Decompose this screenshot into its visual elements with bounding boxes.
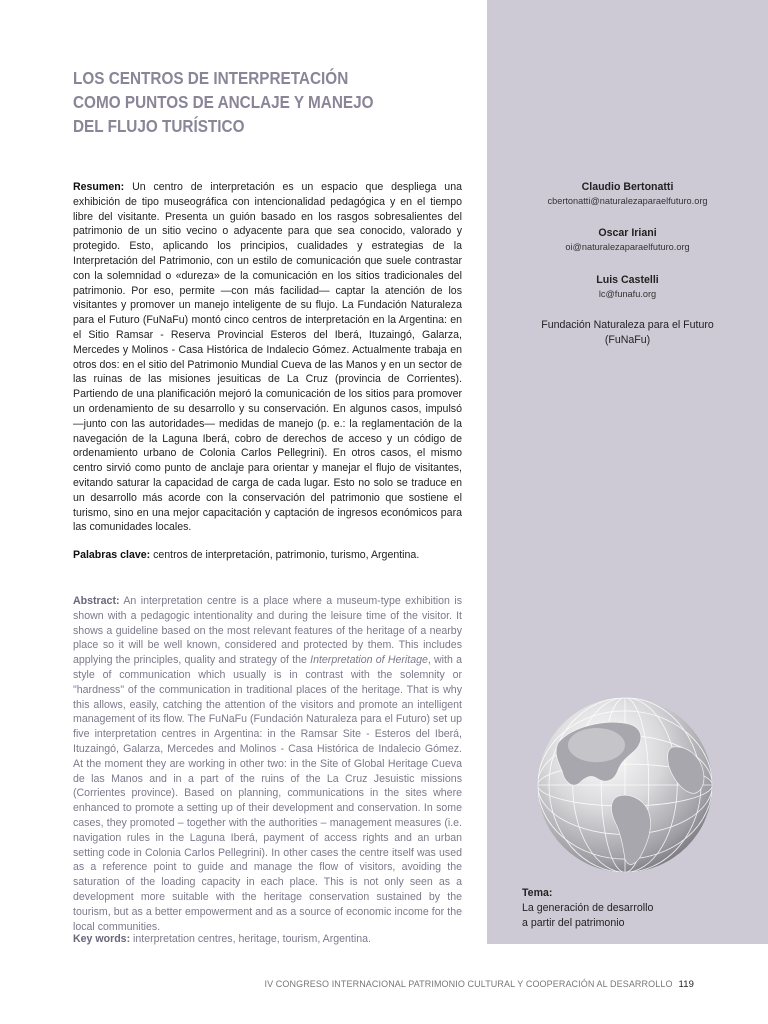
title-line: DEL FLUJO TURÍSTICO — [73, 116, 245, 136]
palabras-clave-paragraph — [73, 548, 462, 563]
abstract-italic: Interpretation of Heritage — [310, 654, 428, 667]
author-name: Claudio Bertonatti — [581, 181, 674, 193]
title-line: LOS CENTROS DE INTERPRETACIÓN — [73, 68, 349, 88]
tema-label: Tema: — [522, 887, 553, 899]
author-email[interactable]: oi@naturalezaparaelfuturo.org — [565, 242, 690, 252]
abstract-label: Abstract: — [73, 595, 120, 607]
resumen-label: Resumen: — [73, 181, 125, 193]
organization-acronym: (FuNaFu) — [604, 334, 651, 346]
resumen-text: Un centro de interpretación es un espacio que despliega una exhibición de tipo museográfica con intencionalidad pedagógica y en el tiempo libre del visitante. Presenta un guión basado en los rasgos sobresalientes del patrimonio de un sitio vecino o adyacente para que sea conocido, valorado y protegido. Esto, aplicando los principios, cualidades y estrategias de la Interpretación del Patrimonio, con un estilo de comunicación que suele contrastar con la solemnidad o «dureza» de la comunicación en los sitios tradicionales del patrimonio. Por eso, permite —con más facilidad— captar la atención de los visitantes y promover un manejo inteligente de su flujo. La Fundación Naturaleza para el Futuro (FuNaFu) montó cinco centros de interpretación en la Argentina: en el Sitio Ramsar - Reserva Provincial Esteros del Iberá, Ituzaingó, Galarza, Mercedes y Molinos - Casa Histórica de Indalecio Gómez. Actualmente trabaja en otros dos: en el sitio del Patrimonio Mundial Cueva de las Manos y en un sector de las ruinas de las misiones jesuiticas de La Cruz (provincia de Corrientes). Partiendo de una planificación mejoró la comunicación de los sitios para promover un ordenamiento de su desarrollo y su conservación. En algunos casos, impulsó —junto con las autoridades— medidas de manejo (p. e.: la reglamentación de la navegación de la Laguna Iberá, cobro de derechos de acceso y un código de ordenamiento urbano de Colonia Carlos Pellegrini). En otros casos, el mismo centro sirvió como punto de anclaje para orientar y manejar el flujo de visitantes, evitando saturar la capacidad de carga de cada lugar. Esto no solo se traduce en un desarrollo más acorde con la conservación del patrimonio que sostiene el turismo, sino en una mejor capacitación y captación de ingresos económicos para las comunidades locales. — [73, 181, 462, 534]
abstract-text-cont: , with a style of communication which usually is in contrast with the solemnity or "hardness" of the communication in traditional places of the heritage. That is why this allows, easily, catching the attention of the visitors and promote an intelligent management of its flow. The FuNaFu (Fundación Naturaleza para el Futuro) set up five interpretation centres in Argentina: in the Ramsar Site - Esteros del Iberá, Ituzaingó, Galarza, Mercedes and Molinos - Casa Histórica de Indalecio Gómez. At the moment they are working in other two: in the Site of Global Heritage Cueva de las Manos and in a part of the ruins of the La Cruz Jesuistic missions (Corrientes province). Based on planning, communications in the sites where enhanced to promote a setting up of their development and conservation. In some cases, they promoted – together with the authorities – management measures (i.e. navigation rules in the Laguna Iberá, payment of access rights and an urban setting code in Colonia Carlos Pellegrini). In other cases the centre itself was used as a reference point to guide and manage the flow of visitors, avoiding the saturation of the loading capacity in each place. This is not only seen as a development more suitable with the heritage conservation sustained by the tourism, but as a better empowerment and as a source of economic income for the local communities. — [73, 654, 462, 933]
author-name: Luis Castelli — [596, 274, 659, 286]
author-block — [510, 226, 745, 254]
page-number: 119 — [678, 979, 694, 990]
title-line: COMO PUNTOS DE ANCLAJE Y MANEJO — [73, 92, 374, 112]
author-name: Oscar Iriani — [598, 227, 657, 239]
palabras-clave-text: centros de interpretación, patrimonio, turismo, Argentina. — [150, 549, 420, 561]
author-block — [510, 180, 745, 208]
globe-icon — [530, 690, 720, 880]
tema-text: a partir del patrimonio — [522, 917, 625, 929]
organization-name: Fundación Naturaleza para el Futuro — [541, 319, 714, 331]
resumen-paragraph — [73, 180, 462, 535]
key-words-label: Key words: — [73, 933, 131, 945]
key-words-text: interpretation centres, heritage, tourism, Argentina. — [130, 933, 371, 945]
palabras-clave-label: Palabras clave: — [73, 549, 151, 561]
abstract-text: An interpretation centre is a place where a museum-type exhibition is shown with a pedagogic intentionality and during the leisure time of the visitor. It shows a guideline based on the most relevant features of the heritage of a nearby place so it will be well known, considered and protected by them. This includes applying the principles, quality and strategy of the — [73, 595, 462, 667]
author-email[interactable]: lc@funafu.org — [598, 289, 657, 299]
abstract-paragraph — [73, 594, 462, 934]
key-words-paragraph — [73, 932, 462, 947]
author-block — [510, 273, 745, 301]
article-title — [73, 66, 421, 138]
organization — [515, 318, 740, 348]
page-footer — [265, 979, 695, 990]
author-email[interactable]: cbertonatti@naturalezaparaelfuturo.org — [547, 196, 708, 206]
tema-block — [522, 886, 722, 931]
tema-text: La generación de desarrollo — [522, 902, 654, 914]
footer-conference: IV CONGRESO INTERNACIONAL PATRIMONIO CULTURAL Y COOPERACIÓN AL DESARROLLO — [264, 979, 673, 989]
